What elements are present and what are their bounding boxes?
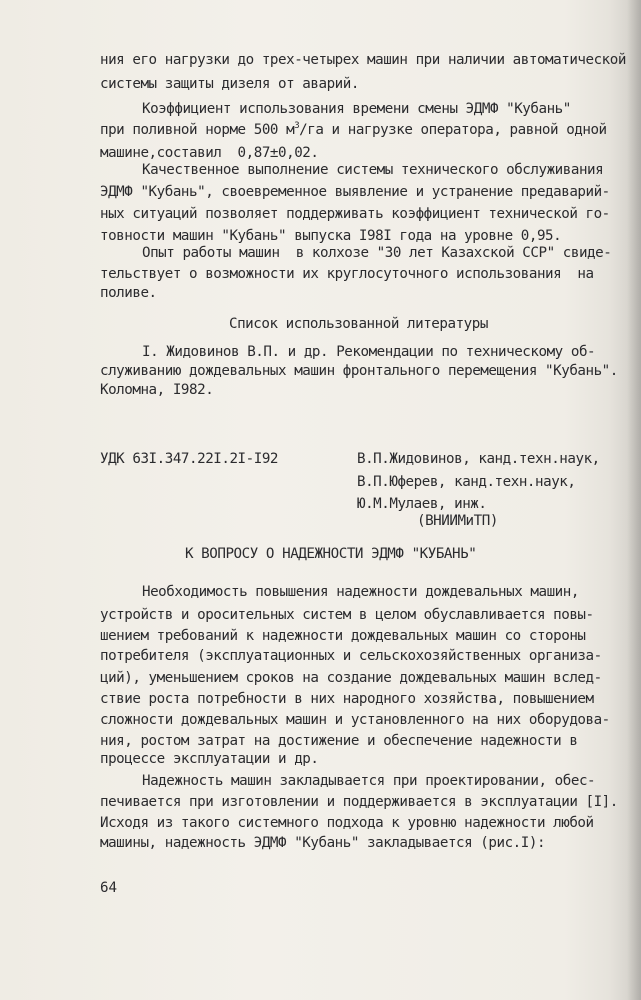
page-number: 64 bbox=[100, 880, 118, 896]
necessity-line-9: процессе эксплуатации и др. bbox=[100, 751, 319, 767]
institution: (ВНИИМиТП) bbox=[417, 513, 498, 529]
cubic-superscript: 3 bbox=[294, 121, 300, 131]
coefficient-line-3: машине,составил 0,87±0,02. bbox=[100, 145, 319, 161]
udc-code: УДК 63I.347.22I.2I-I92 bbox=[100, 451, 279, 467]
necessity-line-5: ций), уменьшением сроков на создание дождевальных машин вслед- bbox=[100, 670, 602, 686]
experience-line-2: тельствует о возможности их круглосуточного использования на bbox=[100, 266, 594, 282]
design-line-2: печивается при изготовлении и поддерживается в эксплуатации [I]. bbox=[100, 794, 618, 810]
necessity-line-1: Необходимость повышения надежности дождевальных машин, bbox=[142, 584, 579, 600]
reference-line-2: служиванию дождевальных машин фронтального перемещения "Кубань". bbox=[100, 363, 618, 379]
author-2: В.П.Юферев, канд.техн.наук, bbox=[357, 474, 576, 490]
maintenance-line-3: ных ситуаций позволяет поддерживать коэффициент технической го- bbox=[100, 206, 610, 222]
necessity-line-6: ствие роста потребности в них народного хозяйства, повышением bbox=[100, 691, 594, 707]
coefficient-line-2-start: при поливной норме 500 м bbox=[100, 122, 295, 138]
author-3: Ю.М.Мулаев, инж. bbox=[357, 496, 487, 512]
continuation-line-2: системы защиты дизеля от аварий. bbox=[100, 76, 359, 92]
design-line-3: Исходя из такого системного подхода к уровню надежности любой bbox=[100, 815, 594, 831]
page-edge-shadow bbox=[627, 0, 641, 1000]
article-title: К ВОПРОСУ О НАДЕЖНОСТИ ЭДМФ "КУБАНЬ" bbox=[185, 546, 477, 562]
necessity-line-8: ния, ростом затрат на достижение и обеспечение надежности в bbox=[100, 733, 578, 749]
author-1: В.П.Жидовинов, канд.техн.наук, bbox=[357, 451, 600, 467]
necessity-line-2: устройств и оросительных систем в целом обуславливается повы- bbox=[100, 607, 594, 623]
continuation-line-1: ния его нагрузки до трех-четырех машин при наличии автоматической bbox=[100, 52, 626, 68]
design-line-4: машины, надежность ЭДМФ "Кубань" закладывается (рис.I): bbox=[100, 835, 546, 851]
reference-line-3: Коломна, I982. bbox=[100, 382, 214, 398]
maintenance-line-2: ЭДМФ "Кубань", своевременное выявление и устранение предаварий- bbox=[100, 184, 610, 200]
maintenance-line-4: товности машин "Кубань" выпуска I98I года на уровне 0,95. bbox=[100, 228, 562, 244]
maintenance-line-1: Качественное выполнение системы технического обслуживания bbox=[142, 162, 604, 178]
references-heading: Список использованной литературы bbox=[229, 316, 488, 332]
design-line-1: Надежность машин закладывается при проектировании, обес- bbox=[142, 773, 596, 789]
coefficient-line-2 bbox=[100, 122, 607, 139]
reference-line-1: I. Жидовинов В.П. и др. Рекомендации по техническому об- bbox=[142, 344, 596, 360]
coefficient-line-1: Коэффициент использования времени смены ЭДМФ "Кубань" bbox=[142, 101, 571, 117]
coefficient-line-2-end: /га и нагрузке оператора, равной одной bbox=[299, 122, 607, 138]
necessity-line-3: шением требований к надежности дождевальных машин со стороны bbox=[100, 628, 586, 644]
experience-line-3: поливе. bbox=[100, 285, 157, 301]
experience-line-1: Опыт работы машин в колхозе "30 лет Казахской ССР" свиде- bbox=[142, 245, 612, 261]
necessity-line-7: сложности дождевальных машин и установленного на них оборудова- bbox=[100, 712, 610, 728]
necessity-line-4: потребителя (эксплуатационных и сельскохозяйственных организа- bbox=[100, 648, 602, 664]
